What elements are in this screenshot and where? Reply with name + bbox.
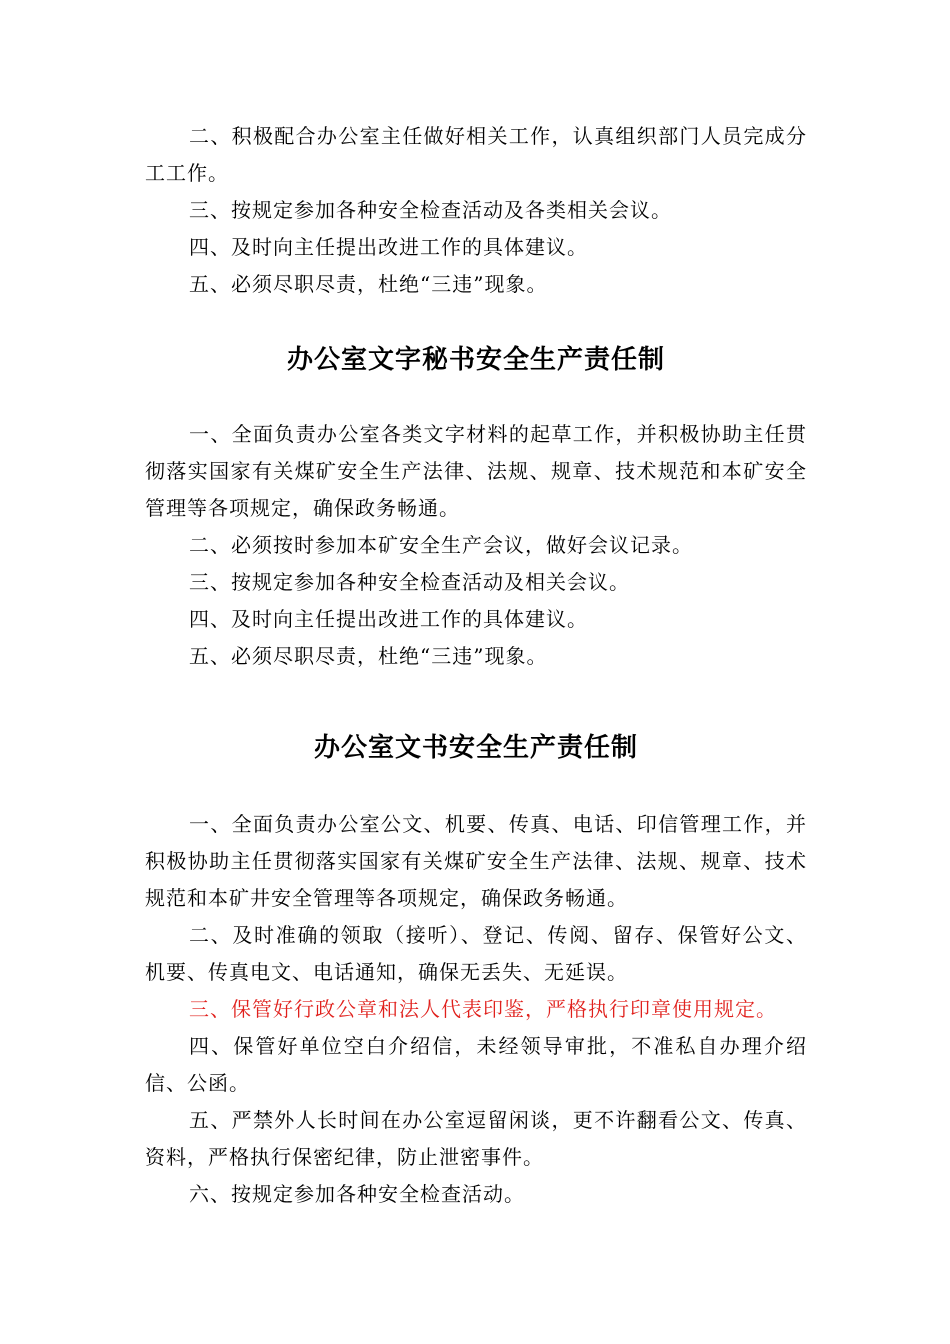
- paragraph: 四、及时向主任提出改进工作的具体建议。: [189, 235, 588, 259]
- paragraph: 五、必须尽职尽责，杜绝“三违”现象。: [189, 644, 548, 668]
- paragraph: 四、保管好单位空白介绍信，未经领导审批，不准私自办理介绍信、公函。: [145, 1034, 807, 1095]
- paragraph: 一、全面负责办公室各类文字材料的起草工作，并积极协助主任贯彻落实国家有关煤矿安全生产法律、法规、规章、技术规范和本矿安全管理等各项规定，确保政务畅通。: [145, 422, 807, 520]
- section-title-clerk: 办公室文书安全生产责任制: [313, 733, 638, 763]
- paragraph: 三、按规定参加各种安全检查活动及各类相关会议。: [189, 198, 672, 222]
- paragraph: 二、及时准确的领取（接听）、登记、传阅、留存、保管好公文、机要、传真电文、电话通知，确保无丢失、无延误。: [145, 923, 807, 984]
- paragraph: 四、及时向主任提出改进工作的具体建议。: [189, 607, 588, 631]
- document-page: [145, 118, 807, 1213]
- section-title-secretary: 办公室文字秘书安全生产责任制: [286, 345, 665, 375]
- paragraph: 五、必须尽职尽责，杜绝“三违”现象。: [189, 272, 548, 296]
- paragraph: 五、严禁外人长时间在办公室逗留闲谈，更不许翻看公文、传真、资料，严格执行保密纪律，防止泄密事件。: [145, 1108, 807, 1169]
- highlighted-paragraph: 三、保管好行政公章和法人代表印鉴，严格执行印章使用规定。: [189, 997, 777, 1021]
- paragraph: 六、按规定参加各种安全检查活动。: [189, 1182, 525, 1206]
- paragraph: 一、全面负责办公室公文、机要、传真、电话、印信管理工作，并积极协助主任贯彻落实国家有关煤矿安全生产法律、法规、规章、技术规范和本矿井安全管理等各项规定，确保政务畅通。: [145, 812, 807, 910]
- paragraph: 二、积极配合办公室主任做好相关工作，认真组织部门人员完成分工工作。: [145, 124, 807, 185]
- paragraph: 三、按规定参加各种安全检查活动及相关会议。: [189, 570, 630, 594]
- paragraph: 二、必须按时参加本矿安全生产会议，做好会议记录。: [189, 533, 693, 557]
